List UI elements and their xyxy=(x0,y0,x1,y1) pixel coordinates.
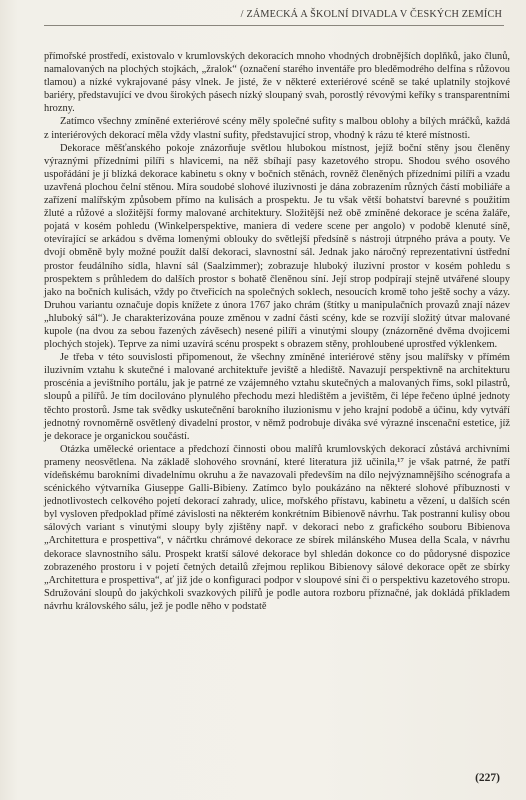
paragraph: Otázka umělecké orientace a předchozí činnosti obou malířů krumlovských dekorací zůstává archivními prameny neosvětlena. Na základě slohového srovnání, které literatura již učinila,¹⁷ je však patrné, že patří vídeňskému barokními divadelnímu okruhu a že navazovali především na dílo nejvýznamnějšího scénografa a scénického výtvarníka Giuseppe Galli-Bibieny. Zatímco bylo poukázáno na některé slohové příbuznosti v jednotlivostech celkového pojetí dekorací zahrady, ulice, mořského přístavu, kabinetu a vězení, u dalších scén byl vysloven předpoklad přímé závislosti na některém konkrétním Bibienově návrhu. Tak postranní kulisy obou sálových variant s vinutými sloupy byly zjištěny např. v dekoraci nebo z grafického souboru Bibienova „Architettura e prospettiva“, v náčrtku chrámové dekorace ze sbírek milánského Musea della Scala, v návrhu dekorace slavnostního sálu. Prospekt kratší sálové dekorace byl shledán dokonce co do půdorysné dispozice zobrazeného prostoru i v pojetí četných detailů zřejmou replikou Bibienovy sálové dekorace opět ze sbírky „Architettura e prospettiva“, ať již jde o konfiguraci podpor v sloupové síni či o perspektivu kazetového stropu. Sdružování sloupů do jakýchkoli svazkových pilířů je podle autora rozboru příznačné, jak dokládá příkladem návrhu královského sálu, jež je podle něho v podstatě xyxy=(44,443,510,612)
paragraph: Zatímco všechny zmíněné exteriérové scény měly společné sufity s malbou oblohy a bílých mráčků, každá z interiérových dekorací měla vždy vlastní sufity, představující strop, vhodný k rázu té které místnosti. xyxy=(44,116,510,141)
page-number: (227) xyxy=(475,772,500,784)
paragraph: Je třeba v této souvislosti připomenout, že všechny zmíněné interiérové stěny jsou malířsky v přímém iluzivním vztahu k skutečné i malované architektuře jeviště a hlediště. Navazují perspektivně na architekturu proscénia a jevištního portálu, jak je patrné ze vzájemného vztahu skutečných a malovaných říms, sokl pilastrů, sloupů a pilířů. Je tím docilováno plynulého přechodu mezi hledištěm a jevištěm, či lépe řečeno úplné jednoty těchto prostorů. Jsme tak svědky uskutečnění barokního iluzionismu v jeho krajní podobě a účinu, kdy vytváří jednotný rovnoměrně osvětlený divadelní prostor, v němž podrobuje diváka své výrazné inscenační estetice, jíž je dekorace je organickou součástí. xyxy=(44,352,510,442)
paragraph: Dekorace měšťanského pokoje znázorňuje světlou hlubokou místnost, jejíž boční stěny jsou členěny výraznými přízedními pilíři s hlavicemi, na něž sbíhají pasy kazetového stropu. Shodou svého osového uspořádání je jí blízká dekorace kabinetu s okny v bočních stěnách, rovněž členěných přízedními pilíři a vzadu uzavřená plochou čelní stěnou. Míra soudobé slohové iluzivnosti je dána zobrazením různých částí mobiliáře a zařízení malířským způsobem přímo na kulisách a prospektu. Je tu však větší bohatství barevné s použitím žluté a růžové a složitější formy malované architektury. Složitější než obě zmíněné dekorace je scéna žaláře, pojatá v kosém pohledu (Winkelperspektive, maniera di vedere scene per angolo) v podobě klenuté síně, otevírající se arkádou s dvěma lomenými oblouky do světlejší předsíně s nástroji útrpného práva a pouty. Ve dvojí obměně byly možné použít další dekoraci, slavnostní sál. Jednak jako náročný reprezentativní ústřední prostor feudálního sídla, hlavní sál (Saalzimmer); zobrazuje hluboký iluzivní prostor v kosém pohledu s prospektem s průhledem do dalších prostor s bohatě členěnou síní. Její strop podpírají stejně utvářené sloupy jako na bočních kulisách, vždy po čtveřicích na společných soklech, nesoucích kromě toho ještě sochy a vázy. Druhou variantu označuje dopis knížete z února 1767 jako chrám (štítky u manipulačních provazů znají název „hluboký sál“). Je charakterizována pouze změnou v zadní části scény, kde se rozvíjí složitý útvar malované kupole (na dvou za sebou řazených závěsech) nesené pilíři a vinutými sloupy (znázorněné dvěma dvojicemi plochých stojek). Teprve za nimi uzavírá scénu prospekt s obrazem stěny, prohloubené uprostřed výklenkem. xyxy=(44,142,510,351)
paragraph: přímořské prostředí, existovalo v krumlovských dekoracích mnoho vhodných drobnějších doplňků, jako člunů, namalovaných na plochých stojkách, „žralok“ (označení starého inventáře pro bleděmodrého delfína s růžovou tlamou) a nízké vykrajované pásy vlnek. Je jisté, že v některé exteriérové scéně se také uplatnily stojkové bariéry, představující ve dvou širokých pásech nízký sloupaný svah, porostlý révovými keříky s transparentními hrozny. xyxy=(44,51,510,115)
header-rule xyxy=(44,25,504,26)
body-text xyxy=(44,50,510,613)
running-head: / ZÁMECKÁ A ŠKOLNÍ DIVADLA V ČESKÝCH ZEMÍCH xyxy=(240,9,502,20)
